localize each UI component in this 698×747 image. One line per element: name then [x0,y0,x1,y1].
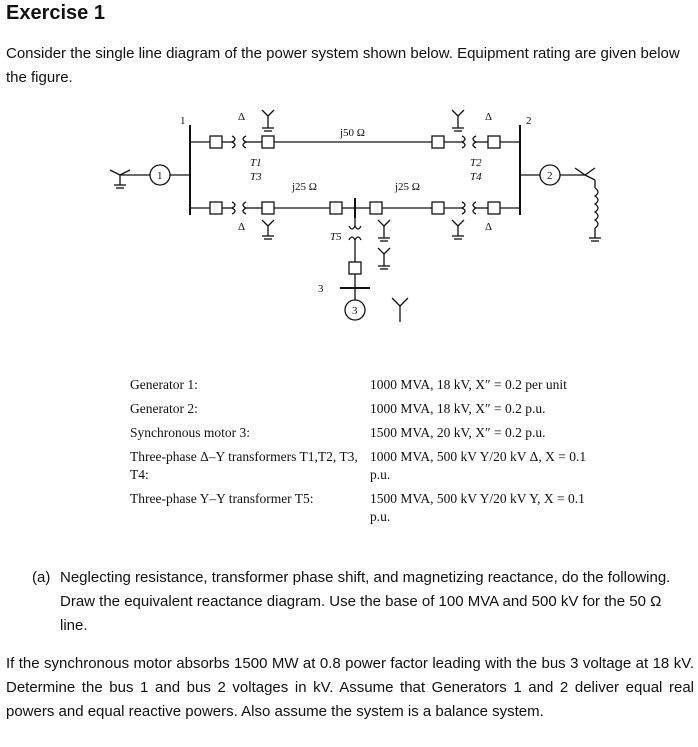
delta-t2: Δ [485,111,493,123]
spec-row [130,400,590,418]
final-question: If the synchronous motor absorbs 1500 MW at 0.8 power factor leading with the bus 3 voltage at 18 kV. Determine the bus 1 and bus 2 voltages in kV. Assume that Generators 1 and 2 deliver equal real powers and equal reactive powers. Also assume the system is a balance system. [6,655,694,720]
part-a-label: (a) [32,569,51,586]
equipment-ratings [130,376,590,532]
exercise-title: Exercise 1 [6,2,105,24]
bus-3-label: 3 [318,283,324,295]
line-50-label: j50 Ω [340,127,365,139]
spec-value: 1000 MVA, 18 kV, X″ = 0.2 p.u. [370,401,546,416]
t5-label: T5 [330,231,342,243]
bus-1-label: 1 [180,115,186,127]
single-line-diagram [0,100,698,330]
spec-name: Generator 1: [130,377,198,392]
motor-3-number: 3 [352,305,358,317]
t1-label: T1 [250,157,262,169]
spec-name: Three-phase Y–Y transformer T5: [130,491,314,506]
delta-t3: Δ [238,221,246,233]
spec-row [130,448,590,484]
t3-label: T3 [250,171,262,183]
line-25-right-label: j25 Ω [395,181,420,193]
spec-value: 1500 MVA, 500 kV Y/20 kV Y, X = 0.1 p.u. [370,491,585,524]
spec-row [130,424,590,442]
spec-value: 1000 MVA, 500 kV Y/20 kV Δ, X = 0.1 p.u. [370,449,587,482]
t2-label: T2 [470,157,482,169]
spec-value: 1500 MVA, 20 kV, X″ = 0.2 p.u. [370,425,546,440]
spec-row [130,376,590,394]
t4-label: T4 [470,171,482,183]
spec-row [130,490,590,526]
spec-name: Three-phase Δ–Y transformers T1,T2, T3, T4: [130,449,358,482]
part-a [32,566,692,638]
gen-1-number: 1 [157,170,163,182]
line-25-left-label: j25 Ω [292,181,317,193]
delta-t1: Δ [238,111,246,123]
spec-value: 1000 MVA, 18 kV, X″ = 0.2 per unit [370,377,567,392]
spec-name: Generator 2: [130,401,198,416]
gen-2-number: 2 [547,170,553,182]
part-a-text: Neglecting resistance, transformer phase shift, and magnetizing reactance, do the following. Draw the equivalent reactance diagram. Use the base of 100 MVA and 500 kV for the 50 Ω line. [60,569,671,634]
delta-t4: Δ [485,221,493,233]
bus-2-label: 2 [526,115,532,127]
spec-name: Synchronous motor 3: [130,425,250,440]
intro-paragraph: Consider the single line diagram of the power system shown below. Equipment rating are given below the figure. [6,45,680,86]
